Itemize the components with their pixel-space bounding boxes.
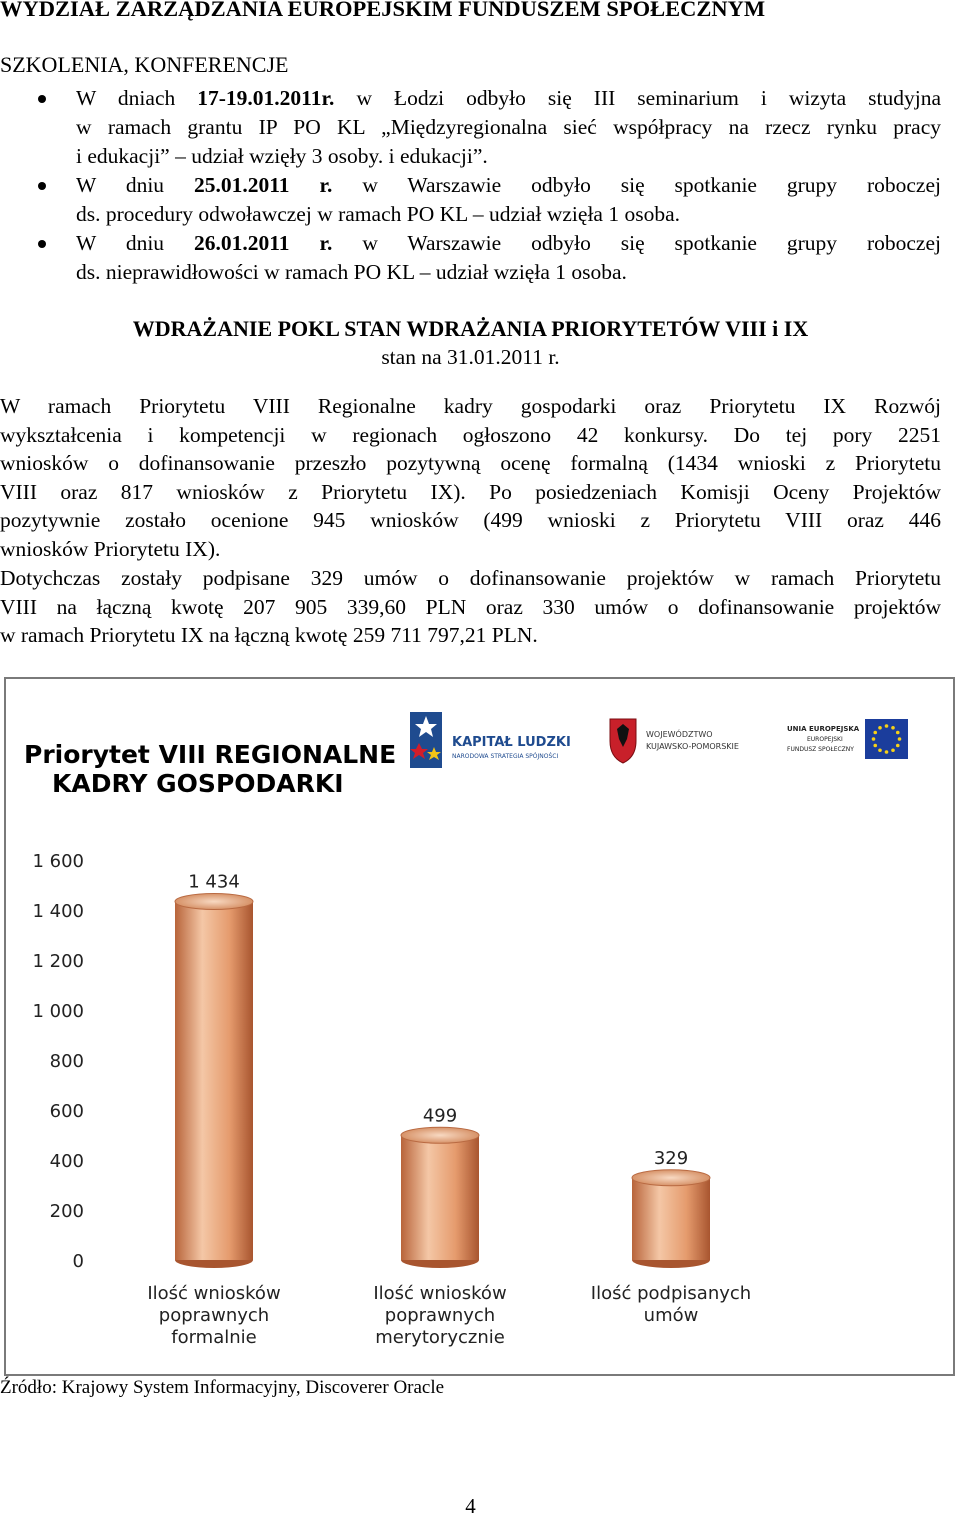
department-title: WYDZIAŁ ZARZĄDZANIA EUROPEJSKIM FUNDUSZEM SPOŁECZNYM xyxy=(0,0,766,21)
bar-body xyxy=(175,902,253,1261)
eu-text-1: UNIA EUROPEJSKA xyxy=(787,725,860,733)
bar-top xyxy=(175,894,253,910)
y-tick-label: 200 xyxy=(49,1201,84,1222)
wojewodztwo-text-2: KUJAWSKO-POMORSKIE xyxy=(646,742,739,751)
list-item: W dniach 17-19.01.2011r. w Łodzi odbyło się III seminarium i wizyta studyjna w ramach grantu IP PO KL „Międzyregionalna sieć współpracy na rzecz rynku pracy i edukacji” – udział wzięły 3 osoby. i edukacji”. xyxy=(0,84,941,171)
kapital-logo-subtext: NARODOWA STRATEGIA SPÓJNOŚCI xyxy=(452,753,559,760)
wojewodztwo-text-1: WOJEWÓDZTWO xyxy=(646,730,713,739)
x-tick-label: merytorycznie xyxy=(375,1327,505,1348)
bar-body xyxy=(632,1178,710,1260)
status-date: stan na 31.01.2011 r. xyxy=(381,345,560,369)
bar-body xyxy=(401,1135,479,1260)
eu-star-icon xyxy=(873,744,877,748)
eu-star-icon xyxy=(891,726,895,730)
status-paragraph-2: Dotychczas zostały podpisane 329 umów o dofinansowanie projektów w ramach Priorytetu VIII na łączną kwotę 207 905 339,60 PLN oraz 330 umów o dofinansowanie projektów w ramach Priorytetu IX na łączną kwotę 259 711 797,21 PLN. xyxy=(0,566,941,647)
x-tick-label: poprawnych xyxy=(158,1305,270,1326)
events-list xyxy=(0,84,941,287)
eu-star-icon xyxy=(898,737,902,741)
bar-top xyxy=(401,1127,479,1143)
x-tick-label: Ilość podpisanych xyxy=(590,1283,752,1304)
bars xyxy=(175,872,710,1269)
eu-star-icon xyxy=(885,724,889,728)
status-paragraph-1: W ramach Priorytetu VIII Regionalne kadry gospodarki oraz Priorytetu IX Rozwój wykształcenia i kompetencji w regionach ogłoszono 42 konkursy. Do tej pory 2251 wniosków o dofinansowanie przeszło pozytywną ocenę formalną (1434 wnioski z Priorytetu VIII oraz 817 wniosków z Priorytetu IX). Po posiedzeniach Komisji Oceny Projektów pozytywnie zostało ocenione 945 wniosków (499 wnioski z Priorytetu VIII oraz 446 wniosków Priorytetu IX). xyxy=(0,394,941,561)
list-item: W dniu 25.01.2011 r. w Warszawie odbyło się spotkanie grupy roboczej ds. procedury odwoławczej w ramach PO KL – udział wzięła 1 osoba. xyxy=(0,171,941,229)
kapital-logo-text: KAPITAŁ LUDZKI xyxy=(452,735,571,750)
bar xyxy=(401,1105,479,1268)
eu-text-2: EUROPEJSKI xyxy=(807,736,843,743)
eu-text-3: FUNDUSZ SPOŁECZNY xyxy=(787,746,854,753)
y-tick-label: 1 400 xyxy=(32,901,84,922)
y-tick-label: 1 600 xyxy=(32,851,84,872)
x-tick-label: formalnie xyxy=(171,1327,257,1348)
bar-chart xyxy=(6,679,953,1374)
y-tick-label: 1 000 xyxy=(32,1001,84,1022)
bar xyxy=(175,872,253,1269)
x-tick-label: Ilość wniosków xyxy=(147,1283,281,1304)
eu-star-icon xyxy=(896,744,900,748)
x-axis-labels xyxy=(147,1283,751,1348)
x-tick-label: umów xyxy=(643,1305,699,1326)
bar-top xyxy=(632,1170,710,1186)
eu-star-icon xyxy=(878,748,882,752)
page-number: 4 xyxy=(465,1494,476,1518)
chart-title-line-2: KADRY GOSPODARKI xyxy=(52,769,344,798)
bar-value-label: 329 xyxy=(653,1147,689,1169)
eu-logo xyxy=(787,719,908,759)
eu-star-icon xyxy=(878,726,882,730)
bullet-icon xyxy=(38,240,46,248)
bullet-icon xyxy=(38,182,46,190)
list-item: W dniu 26.01.2011 r. w Warszawie odbyło się spotkanie grupy roboczej ds. nieprawidłowości w ramach PO KL – udział wzięła 1 osoba. xyxy=(0,229,941,287)
source-note: Źródło: Krajowy System Informacyjny, Discoverer Oracle xyxy=(0,1377,445,1398)
bullet-icon xyxy=(38,95,46,103)
x-tick-label: Ilość wniosków xyxy=(373,1283,507,1304)
wojewodztwo-logo xyxy=(610,719,739,763)
eu-star-icon xyxy=(885,750,889,754)
bar xyxy=(632,1148,710,1268)
y-tick-label: 0 xyxy=(72,1251,84,1272)
eu-star-icon xyxy=(891,748,895,752)
chart-frame xyxy=(4,677,955,1376)
y-tick-label: 400 xyxy=(49,1151,84,1172)
eu-star-icon xyxy=(872,737,876,741)
status-title: WDRAŻANIE POKL STAN WDRAŻANIA PRIORYTETÓW VIII i IX xyxy=(132,316,809,341)
section-title: SZKOLENIA, KONFERENCJE xyxy=(0,52,289,77)
x-tick-label: poprawnych xyxy=(384,1305,496,1326)
eu-star-icon xyxy=(873,731,877,735)
eu-star-icon xyxy=(896,731,900,735)
chart-title-line-1: Priorytet VIII REGIONALNE xyxy=(24,740,397,769)
y-axis xyxy=(32,851,84,1272)
y-tick-label: 800 xyxy=(49,1051,84,1072)
y-tick-label: 600 xyxy=(49,1101,84,1122)
y-tick-label: 1 200 xyxy=(32,951,84,972)
kapital-ludzki-logo xyxy=(410,712,571,768)
bar-value-label: 1 434 xyxy=(188,871,240,893)
bar-value-label: 499 xyxy=(422,1105,458,1127)
